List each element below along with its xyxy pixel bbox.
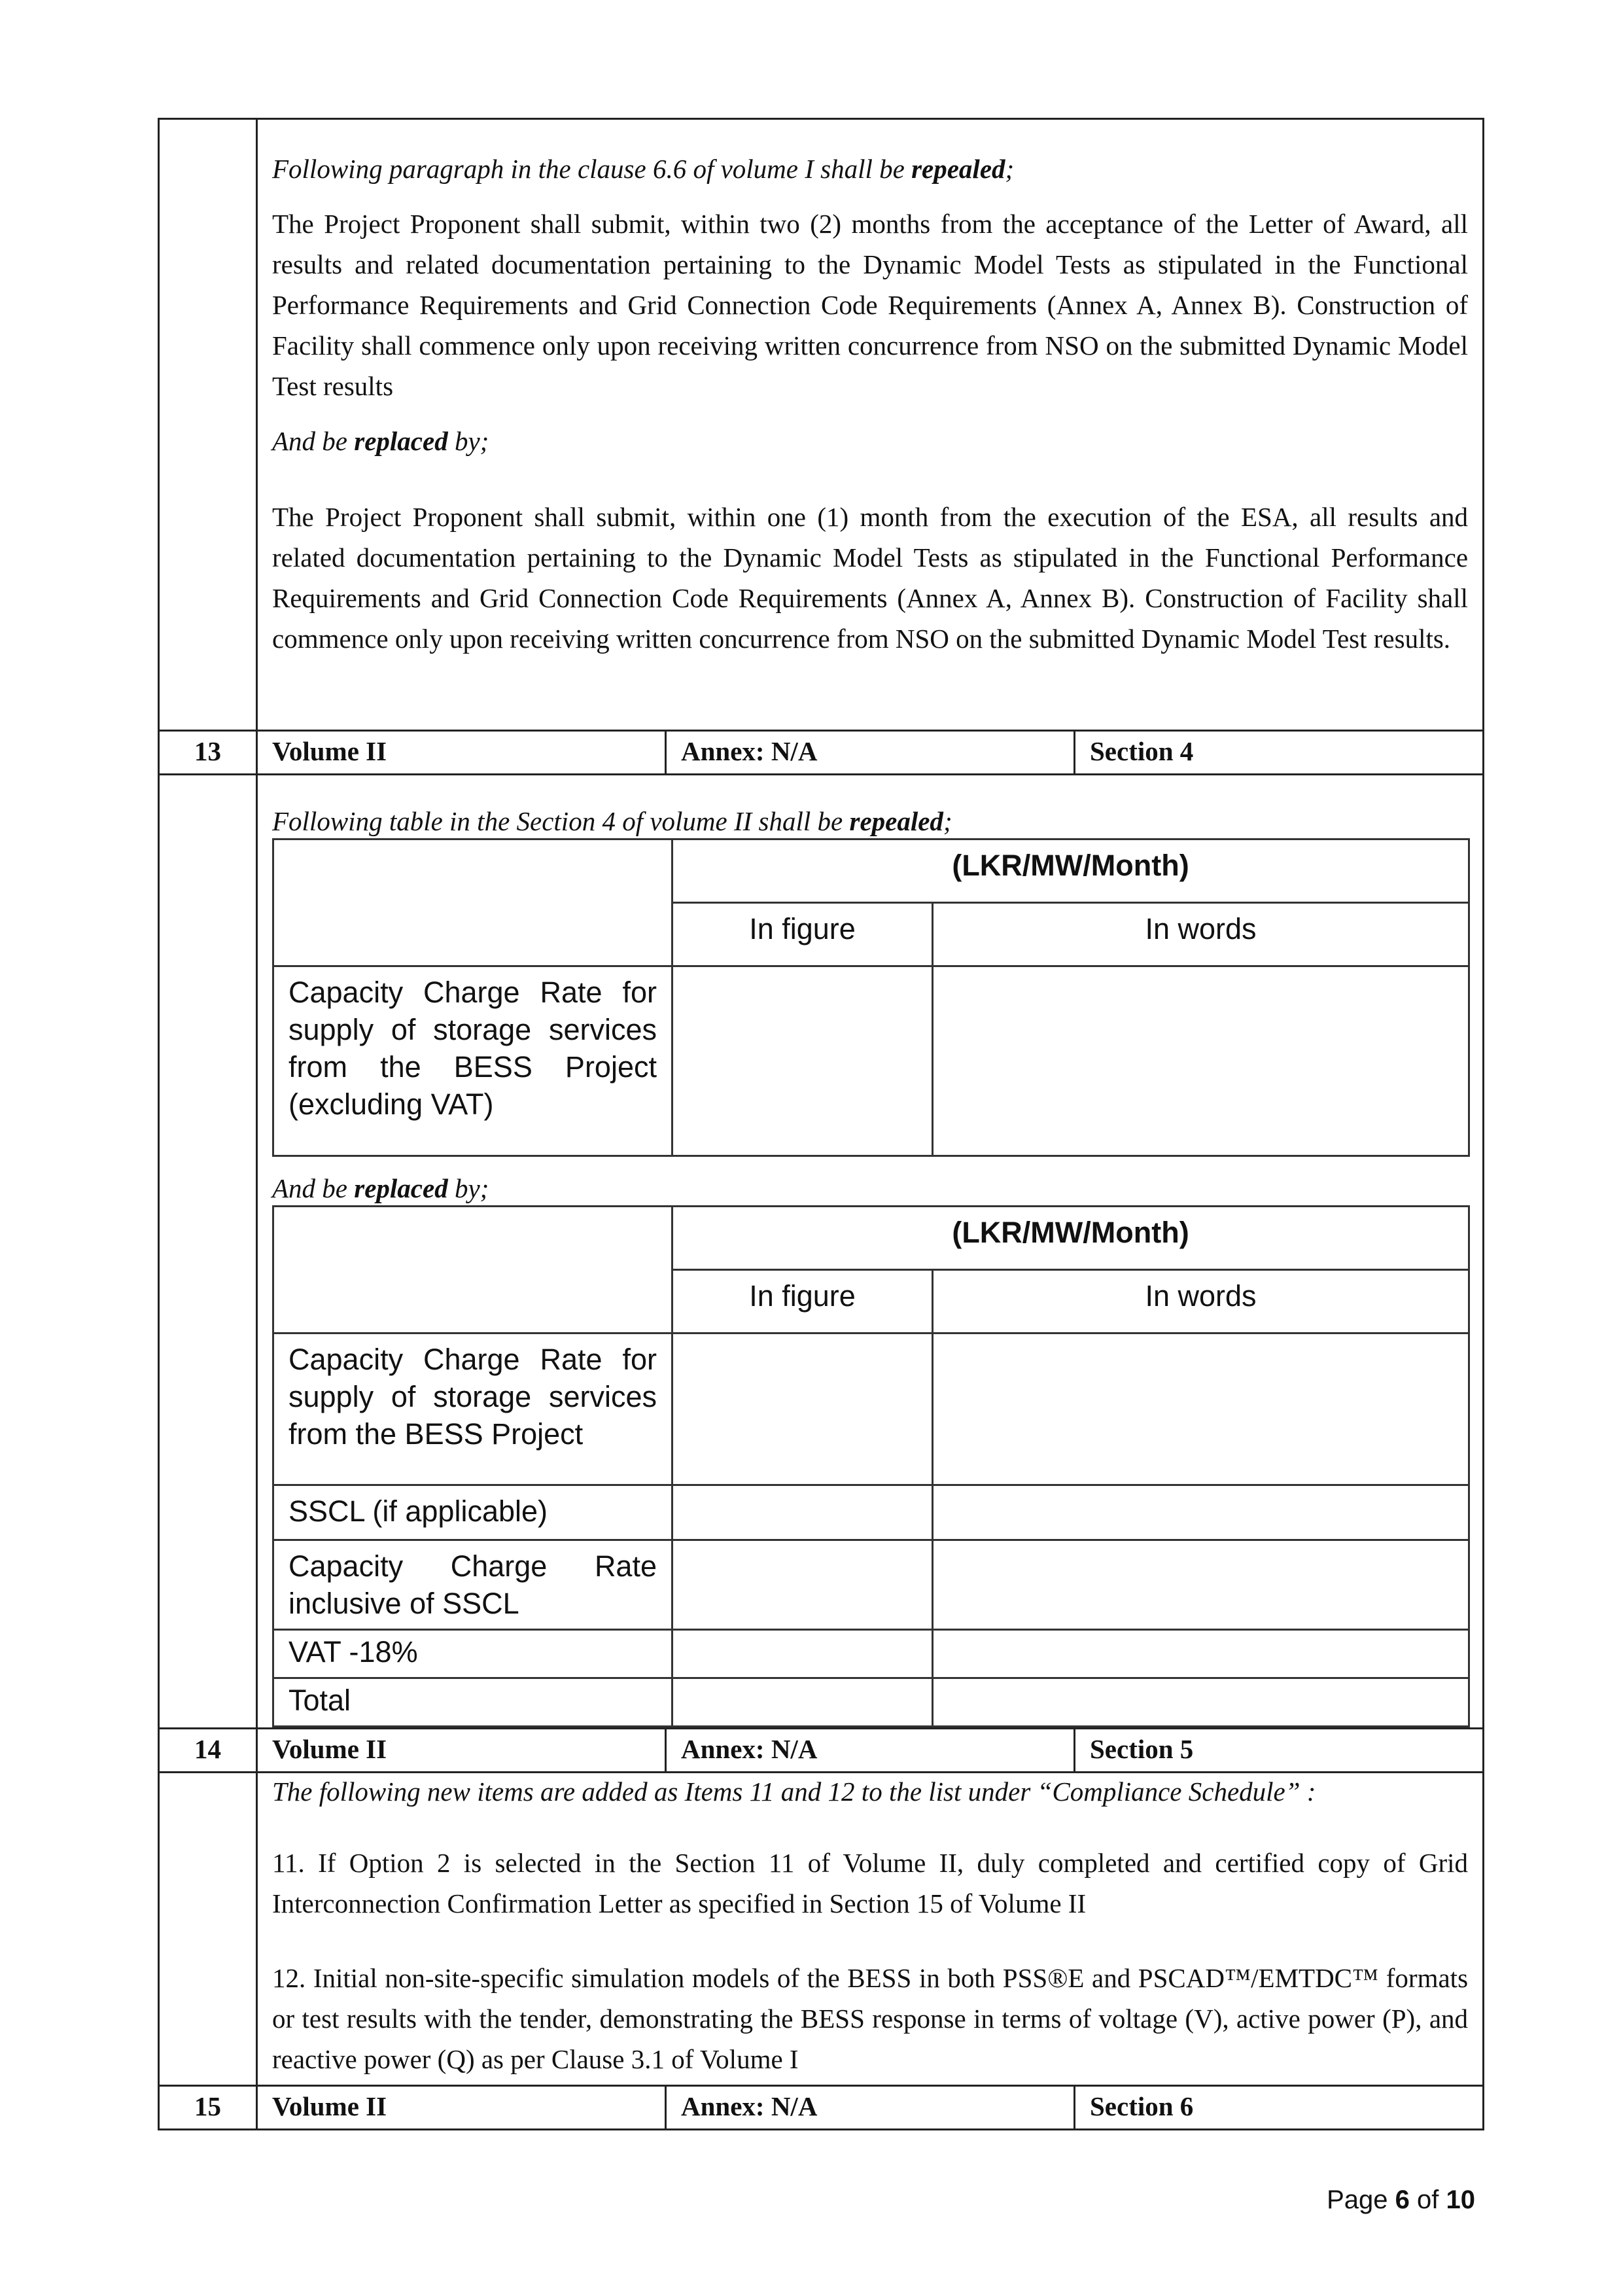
amendment-row-14-header <box>159 1729 1484 1773</box>
blank-header-cell <box>273 839 672 966</box>
amendment-row-15-header <box>159 2086 1484 2130</box>
section-cell: Section 6 <box>1075 2086 1484 2130</box>
annex-cell: Annex: N/A <box>666 2086 1075 2130</box>
annex-cell: Annex: N/A <box>666 1729 1075 1773</box>
in-figure-value <box>672 966 933 1156</box>
row-number-cell <box>159 1773 257 2086</box>
compliance-item-11: 11. If Option 2 is selected in the Section 11 of Volume II, duly completed and certified copy of Grid Interconnection Confirmation Letter as specified in Section 15 of Volume II <box>272 1848 1469 1918</box>
row-number-cell <box>159 775 257 1729</box>
amendment-row-14-body <box>159 1773 1484 2086</box>
volume-cell: Volume II <box>257 1729 666 1773</box>
annex-cell: Annex: N/A <box>666 731 1075 775</box>
row-13-body <box>257 775 1484 1729</box>
unit-header: (LKR/MW/Month) <box>672 1207 1469 1270</box>
table-row-label: Capacity Charge Rate inclusive of SSCL <box>273 1540 672 1630</box>
unit-header: (LKR/MW/Month) <box>672 839 1469 903</box>
row-number-cell <box>159 119 257 731</box>
repeal-intro: Following paragraph in the clause 6.6 of volume I shall be repealed; <box>272 154 1015 184</box>
replacement-paragraph: The Project Proponent shall submit, within one (1) month from the execution of the ESA, all results and related documentation pertaining to the Dynamic Model Tests as stipulated in the Functional Performance Requirements and Grid Connection Code Requirements (Annex A, Annex B). Construction of Facility shall commence only upon receiving written concurrence from NSO on the submitted Dynamic Model Test results. <box>272 502 1469 654</box>
table-row-label: Total <box>273 1678 672 1727</box>
page-number: Page 6 of 10 <box>1327 2185 1475 2214</box>
replace-intro: And be replaced by; <box>272 1173 489 1203</box>
amendment-table <box>158 118 1484 2130</box>
section-cell: Section 5 <box>1075 1729 1484 1773</box>
row-number: 13 <box>159 731 257 775</box>
in-words-value <box>933 966 1469 1156</box>
compliance-item-12: 12. Initial non-site-specific simulation models of the BESS in both PSS®E and PSCAD™/EMTDC™ formats or test results with the tender, demonstrating the BESS response in terms of voltage (V), active power (P), and reactive power (Q) as per Clause 3.1 of Volume I <box>272 1963 1469 2074</box>
blank-header-cell <box>273 1207 672 1333</box>
in-words-header: In words <box>933 903 1469 966</box>
section-cell: Section 4 <box>1075 731 1484 775</box>
amendment-row-12 <box>159 119 1484 731</box>
amendment-row-13-header <box>159 731 1484 775</box>
in-figure-header: In figure <box>672 903 933 966</box>
amendment-row-13-body <box>159 775 1484 1729</box>
row-14-body <box>257 1773 1484 2086</box>
in-figure-header: In figure <box>672 1270 933 1333</box>
in-words-header: In words <box>933 1270 1469 1333</box>
table-row-label: VAT -18% <box>273 1630 672 1678</box>
row-number: 14 <box>159 1729 257 1773</box>
repeal-intro: Following table in the Section 4 of volume II shall be repealed; <box>272 806 952 836</box>
table-row-label: Capacity Charge Rate for supply of storage services from the BESS Project <box>273 1333 672 1485</box>
volume-cell: Volume II <box>257 2086 666 2130</box>
rate-row-label: Capacity Charge Rate for supply of storage services from the BESS Project (excluding VAT) <box>273 966 672 1156</box>
volume-cell: Volume II <box>257 731 666 775</box>
table-row-label: SSCL (if applicable) <box>273 1485 672 1540</box>
repealed-rate-table <box>272 838 1470 1157</box>
row-12-body <box>257 119 1484 731</box>
replacement-rate-table <box>272 1205 1470 1727</box>
compliance-intro: The following new items are added as Items 11 and 12 to the list under “Compliance Schedule” : <box>272 1776 1316 1807</box>
row-number: 15 <box>159 2086 257 2130</box>
replace-intro: And be replaced by; <box>272 426 489 456</box>
repealed-paragraph: The Project Proponent shall submit, within two (2) months from the acceptance of the Letter of Award, all results and related documentation pertaining to the Dynamic Model Tests as stipulated in the Functional Performance Requirements and Grid Connection Code Requirements (Annex A, Annex B). Construction of Facility shall commence only upon receiving written concurrence from NSO on the submitted Dynamic Model Test results <box>272 209 1469 401</box>
